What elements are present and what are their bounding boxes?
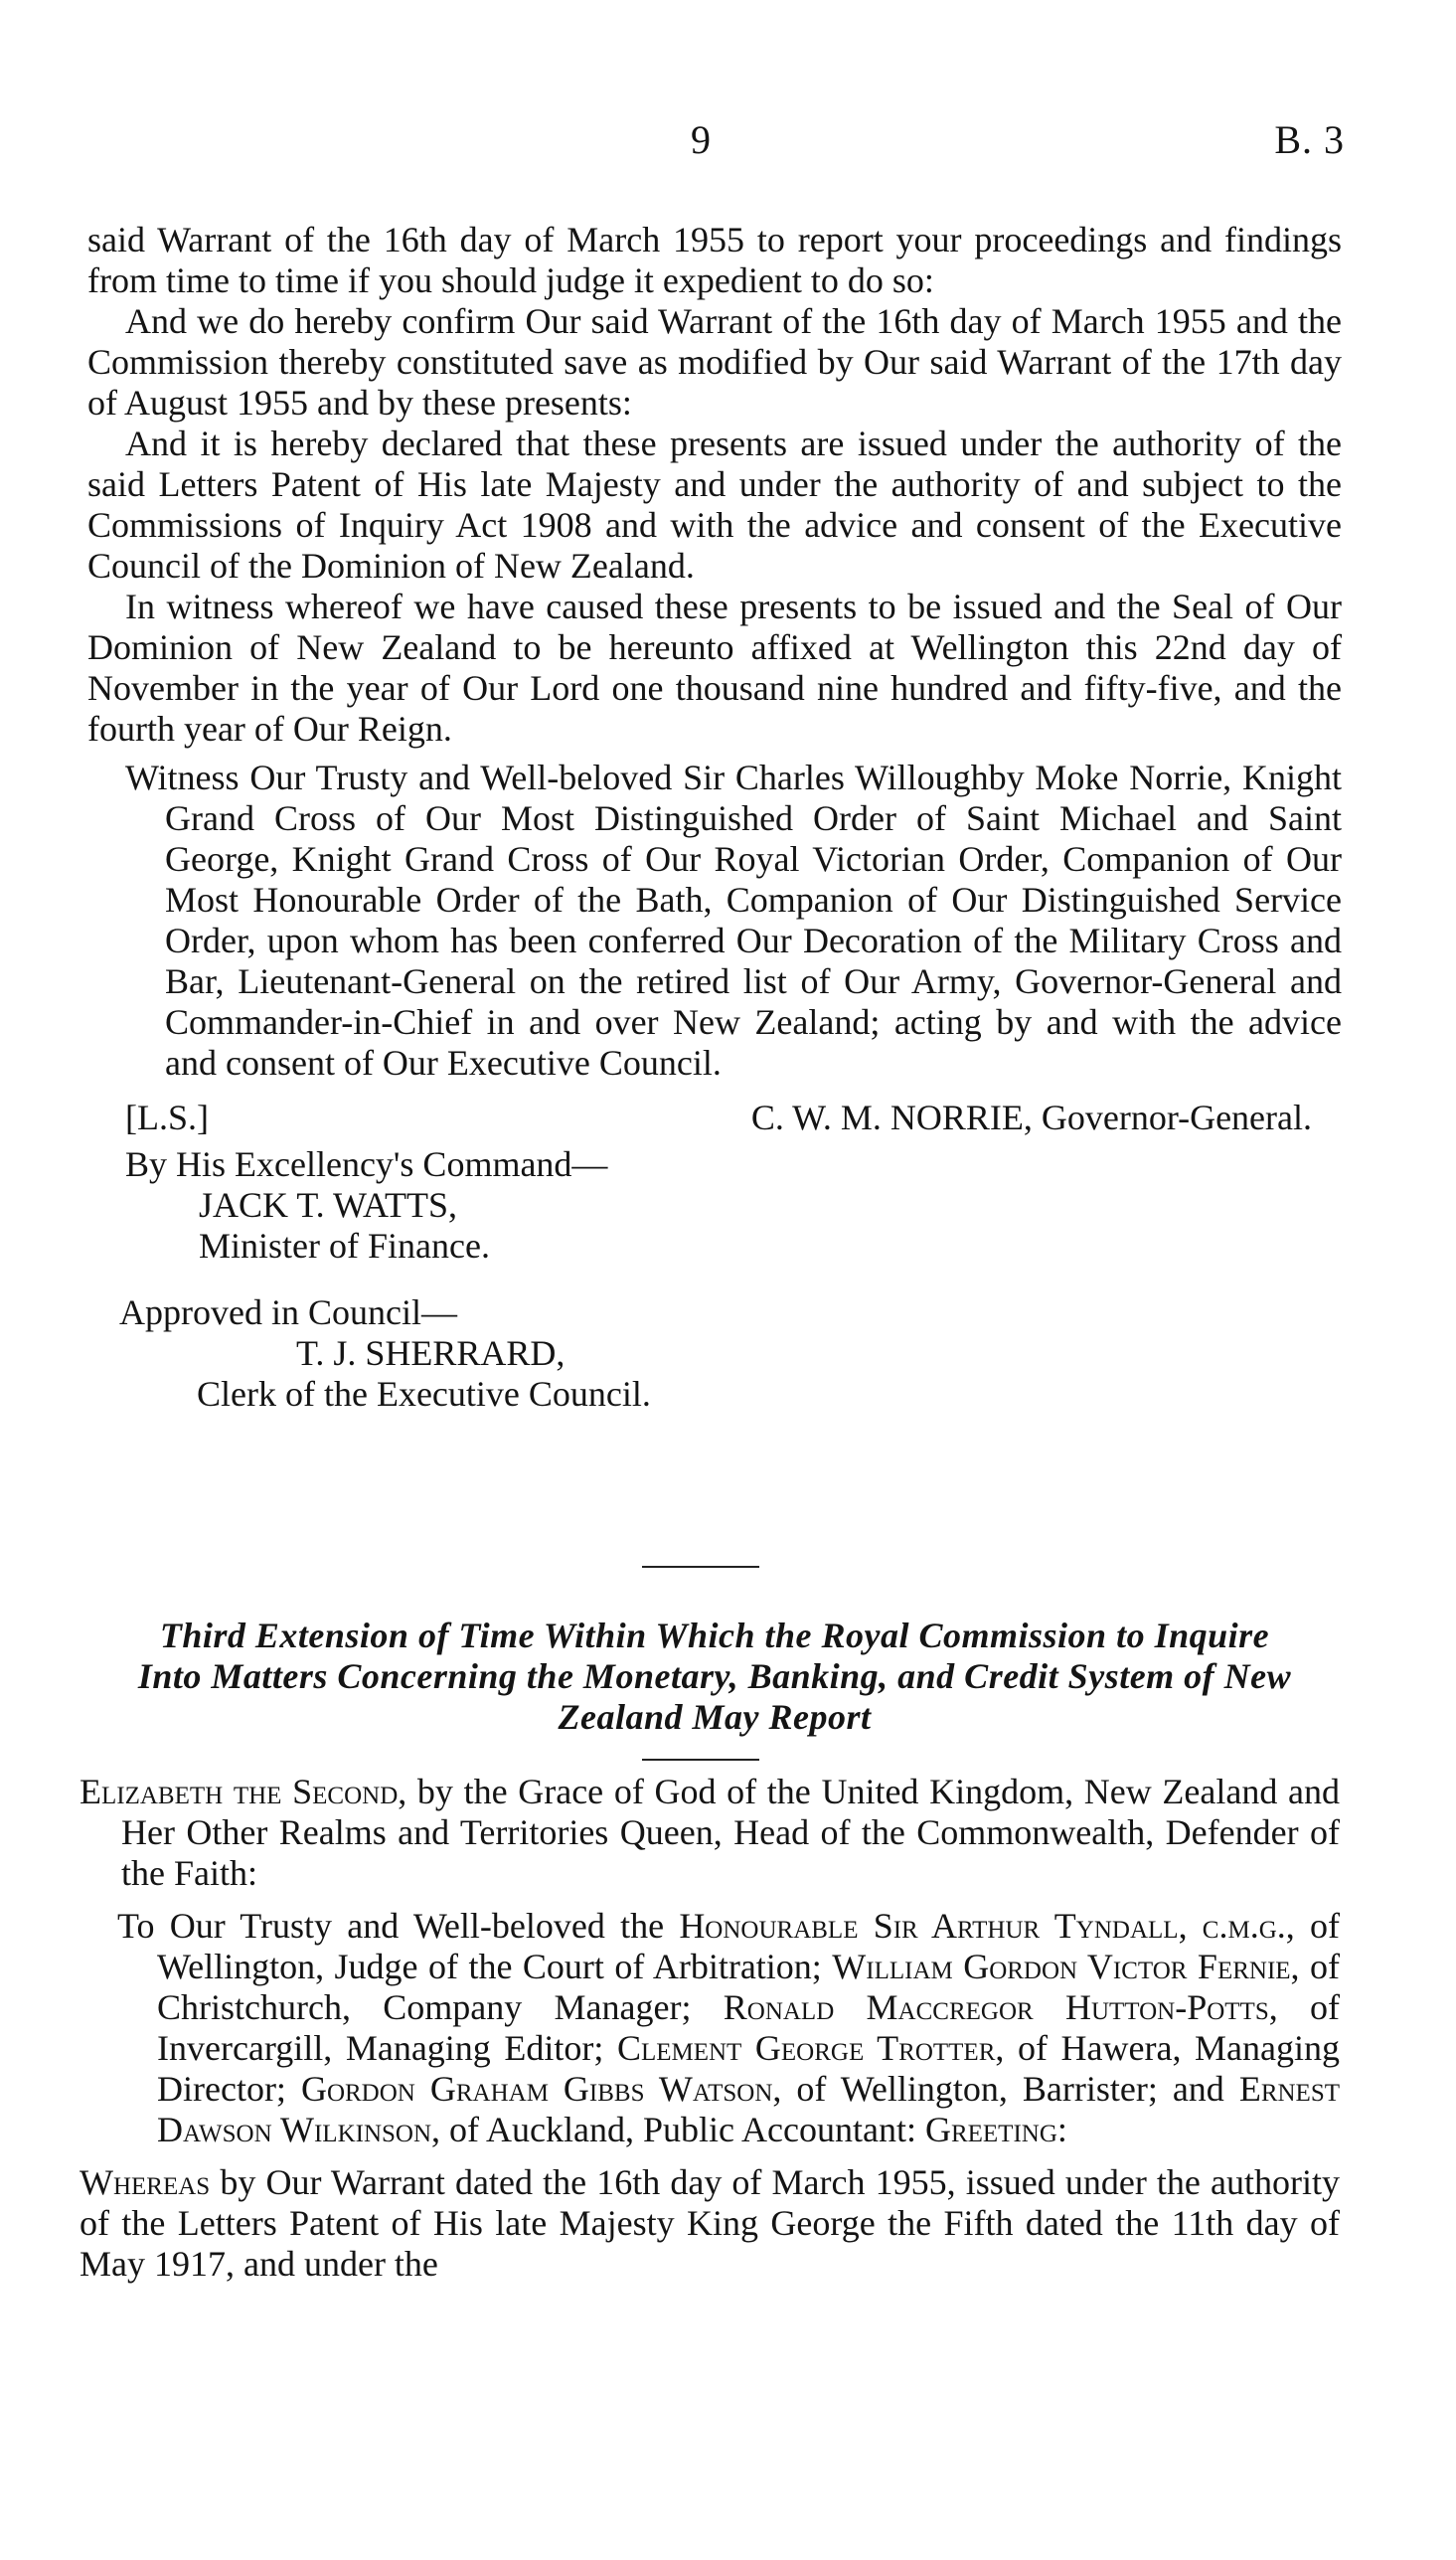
paragraph-witness: Witness Our Trusty and Well-beloved Sir Charles Willoughby Moke Norrie, Knight Grand Cross of Our Most Distinguished Order of Saint Michael and Saint George, Knight Grand Cross of Our Royal Victorian Order, Companion of Our Most Honourable Order of the Bath, Companion of Our Distinguished Service Order, upon whom has been conferred Our Decoration of the Military Cross and Bar, Lieutenant-General on the retired list of Our Army, Governor-General and Commander-in-Chief in and over New Zealand; acting by and with the advice and consent of Our Executive Council. <box>125 758 1342 1083</box>
governor-signature: C. W. M. NORRIE, Governor-General. <box>750 1098 1312 1137</box>
paragraph-elizabeth: Elizabeth the Second, by the Grace of God of the United Kingdom, New Zealand and Her Other Realms and Territories Queen, Head of the Commonwealth, Defender of the Faith: <box>80 1772 1340 1893</box>
paragraph-whereas: Whereas by Our Warrant dated the 16th day of March 1955, issued under the authority of the Letters Patent of His late Majesty King George the Fifth dated the 11th day of May 1917, and under the <box>80 2162 1340 2284</box>
clerk-name: T. J. SHERRARD, <box>296 1333 566 1373</box>
commissioner-watson: Gordon Graham Gibbs Watson <box>300 2069 773 2109</box>
page-number: 9 <box>691 117 711 162</box>
paragraph-report: said Warrant of the 16th day of March 1955 to report your proceedings and findings from time to time if you should judge it expedient to do so: <box>87 220 1342 300</box>
seal-signature-row <box>87 1098 1342 1138</box>
commissioner-hutton-potts: Ronald Maccregor Hutton-Potts <box>723 1987 1269 2027</box>
section-divider <box>642 1566 759 1568</box>
section-title: Third Extension of Time Within Which the Royal Commission to Inquire Into Matters Concerning the Monetary, Banking, and Credit System of New Zealand May Report <box>137 1616 1292 1737</box>
seal-mark: [L.S.] <box>125 1098 209 1137</box>
paragraph-declared: And it is hereby declared that these presents are issued under the authority of the said Letters Patent of His late Majesty and under the authority of and subject to the Commissions of Inquiry Act 1908 and with the advice and consent of the Executive Council of the Dominion of New Zealand. <box>87 424 1342 586</box>
paragraph-confirm: And we do hereby confirm Our said Warrant of the 16th day of March 1955 and the Commission thereby constituted save as modified by Our said Warrant of the 17th day of August 1955 and by these presents: <box>87 301 1342 423</box>
sovereign-name: Elizabeth the Second <box>80 1772 399 1811</box>
commissioner-trotter: Clement George Trotter <box>616 2028 996 2068</box>
minister-name: JACK T. WATTS, <box>199 1185 458 1225</box>
approved-line: Approved in Council— <box>119 1292 457 1332</box>
extension-title <box>87 1616 1342 1738</box>
document-reference: B. 3 <box>1274 117 1345 162</box>
paragraph-commissioners: To Our Trusty and Well-beloved the Honourable Sir Arthur Tyndall, c.m.g., of Wellington, Judge of the Court of Arbitration; William Gordon Victor Fernie, of Christchurch, Company Manager; Ronald Maccregor Hutton-Potts, of Invercargill, Managing Editor; Clement George Trotter, of Hawera, Managing Director; Gordon Graham Gibbs Watson, of Wellington, Barrister; and Ernest Dawson Wilkinson, of Auckland, Public Accountant: Greeting: <box>117 1906 1341 2149</box>
commissioner-fernie: William Gordon Victor Fernie <box>832 1947 1291 1986</box>
commissioner-tyndall: Honourable Sir Arthur Tyndall <box>679 1906 1179 1946</box>
command-line: By His Excellency's Command— <box>125 1144 608 1184</box>
whereas-lead: Whereas <box>80 2162 211 2202</box>
commissioner-wilkinson: Ernest Dawson Wilkinson <box>157 2069 1340 2149</box>
title-divider <box>642 1759 759 1761</box>
warrant-body <box>87 220 1342 1415</box>
extension-body <box>80 1772 1340 2285</box>
paragraph-witness-whereof: In witness whereof we have caused these presents to be issued and the Seal of Our Dominion of New Zealand to be hereunto affixed at Wellington this 22nd day of November in the year of Our Lord one thousand nine hundred and fifty-five, and the fourth year of Our Reign. <box>87 587 1342 749</box>
minister-title: Minister of Finance. <box>199 1226 490 1266</box>
greeting: Greeting <box>924 2110 1057 2149</box>
clerk-title: Clerk of the Executive Council. <box>197 1374 651 1414</box>
